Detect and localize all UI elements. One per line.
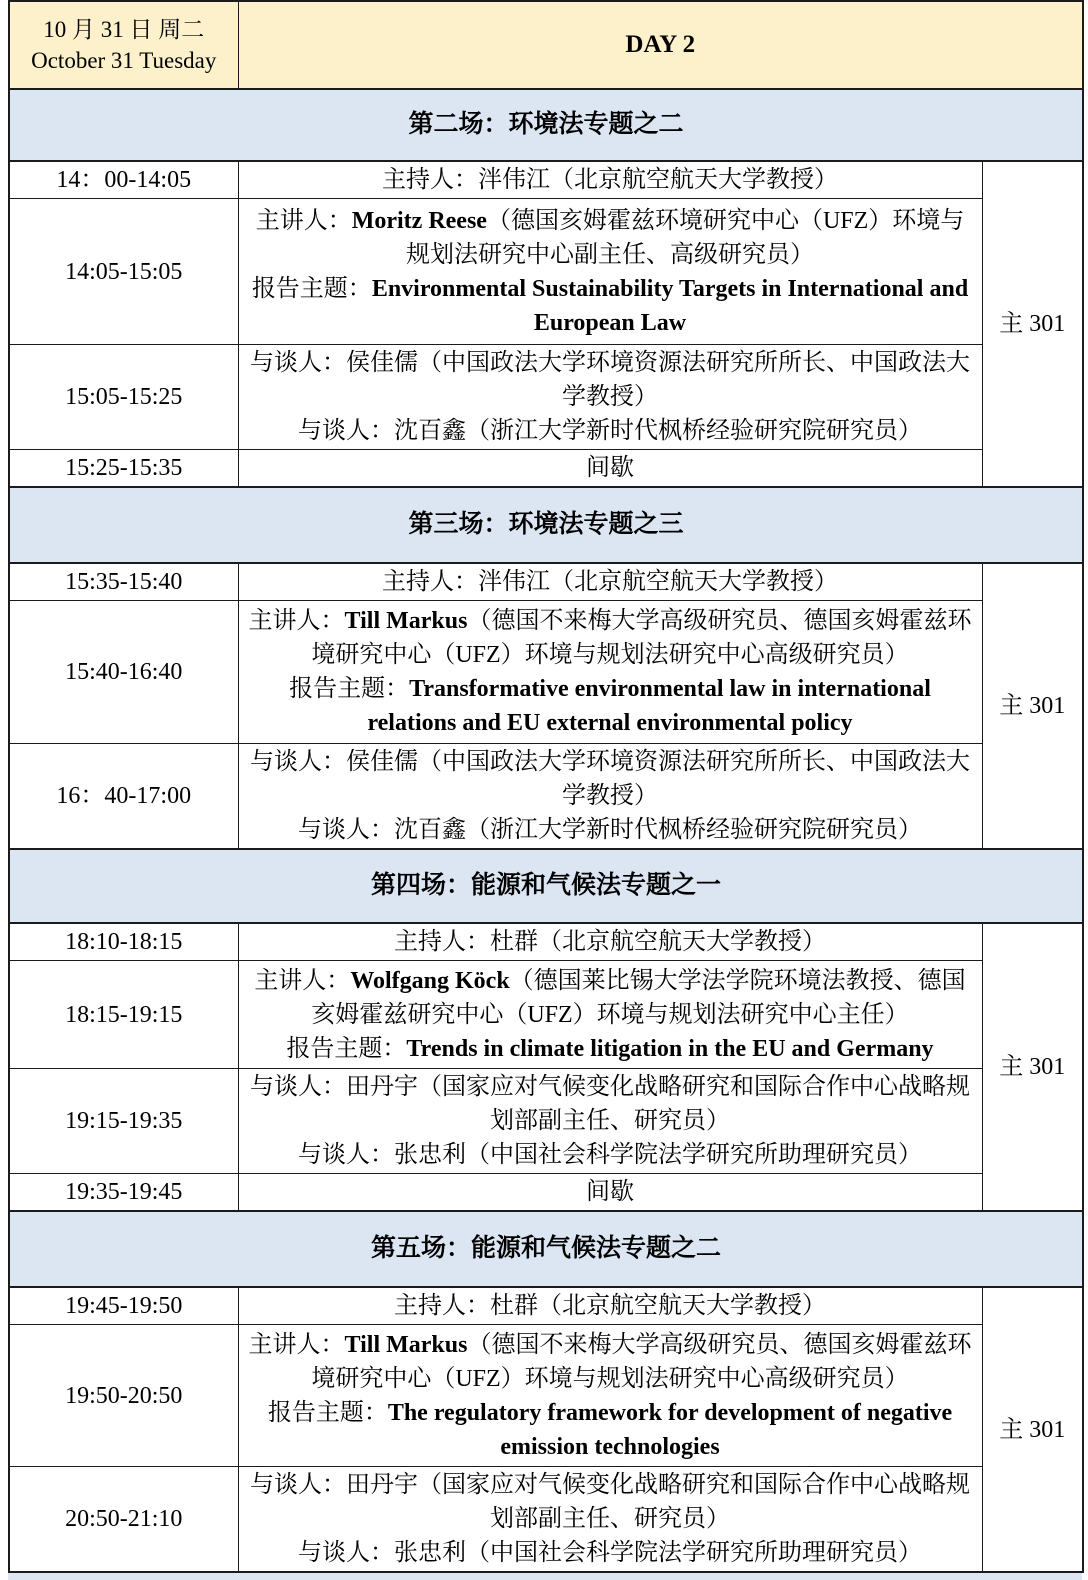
- time-cell: 15:05-15:25: [9, 345, 238, 450]
- day-label: DAY 2: [238, 1, 1083, 89]
- discussants-cell: [238, 1069, 982, 1174]
- discussants-cell: [238, 345, 982, 450]
- time-cell: 18:15-19:15: [9, 961, 238, 1069]
- speaker-cell: [238, 601, 982, 744]
- topic-line: [248, 272, 973, 340]
- topic-label: 报告主题：: [251, 275, 372, 302]
- host-cell: 主持人：杜群（北京航空航天大学教授）: [238, 923, 982, 961]
- time-cell: 14：00-14:05: [9, 161, 238, 199]
- speaker-affiliation: （德国亥姆霍兹环境研究中心（UFZ）环境与规划法研究中心副主任、高级研究员）: [406, 207, 965, 268]
- discussant-line: 与谈人：侯佳儒（中国政法大学环境资源法研究所所长、中国政法大学教授）: [250, 749, 970, 809]
- discussant-line: 与谈人：张忠利（中国社会科学院法学研究所助理研究员）: [298, 1142, 922, 1168]
- topic-label: 报告主题：: [289, 676, 410, 702]
- next-session-band-peek: [8, 1573, 1082, 1580]
- room-cell: 主 301: [982, 563, 1083, 849]
- date-english: October 31 Tuesday: [31, 48, 217, 73]
- time-cell: 15:40-16:40: [9, 601, 238, 744]
- topic-title: Trends in climate litigation in the EU and Germany: [406, 1035, 934, 1062]
- discussant-line: 与谈人：田丹宇（国家应对气候变化战略研究和国际合作中心战略规划部副主任、研究员）: [250, 1472, 970, 1532]
- speaker-cell: [238, 1325, 982, 1467]
- discussant-line: 与谈人：田丹宇（国家应对气候变化战略研究和国际合作中心战略规划部副主任、研究员）: [250, 1074, 970, 1134]
- speaker-label: 主讲人：: [248, 1331, 345, 1358]
- speaker-line: [248, 964, 973, 1032]
- room-cell: 主 301: [982, 1287, 1083, 1572]
- discussants-cell: [238, 744, 982, 850]
- discussant-line: 与谈人：侯佳儒（中国政法大学环境资源法研究所所长、中国政法大学教授）: [250, 350, 970, 410]
- time-cell: 19:35-19:45: [9, 1174, 238, 1212]
- topic-label: 报告主题：: [267, 1399, 388, 1426]
- date-cell: [9, 1, 238, 89]
- topic-line: [248, 672, 973, 740]
- speaker-label: 主讲人：: [248, 608, 345, 634]
- speaker-line: [248, 604, 973, 672]
- host-cell: 主持人：泮伟江（北京航空航天大学教授）: [238, 563, 982, 601]
- topic-title: Transformative environmental law in international relations and EU external environmental policy: [367, 676, 931, 736]
- room-cell: 主 301: [982, 923, 1083, 1211]
- time-cell: 20:50-21:10: [9, 1467, 238, 1573]
- speaker-name: Wolfgang Köck: [350, 967, 510, 994]
- time-cell: 16：40-17:00: [9, 744, 238, 850]
- session-5-header: 第五场：能源和气候法专题之二: [9, 1211, 1083, 1287]
- schedule-table: [8, 0, 1084, 1573]
- date-chinese: 10 月 31 日 周二: [43, 17, 205, 42]
- topic-line: [248, 1396, 973, 1464]
- speaker-name: Till Markus: [344, 608, 468, 634]
- time-cell: 18:10-18:15: [9, 923, 238, 961]
- speaker-affiliation: （德国莱比锡大学法学院环境法教授、德国亥姆霍兹研究中心（UFZ）环境与规划法研究中心主任）: [311, 967, 966, 1028]
- speaker-affiliation: （德国不来梅大学高级研究员、德国亥姆霍兹环境研究中心（UFZ）环境与规划法研究中心高级研究员）: [311, 608, 972, 668]
- discussant-line: 与谈人：沈百鑫（浙江大学新时代枫桥经验研究院研究员）: [298, 418, 922, 444]
- discussants-cell: [238, 1467, 982, 1573]
- time-cell: 19:50-20:50: [9, 1325, 238, 1467]
- time-cell: 19:45-19:50: [9, 1287, 238, 1325]
- discussant-line: 与谈人：沈百鑫（浙江大学新时代枫桥经验研究院研究员）: [298, 817, 922, 843]
- host-cell: 主持人：泮伟江（北京航空航天大学教授）: [238, 161, 982, 199]
- topic-line: [248, 1032, 973, 1066]
- speaker-line: [248, 204, 973, 272]
- speaker-label: 主讲人：: [254, 967, 351, 994]
- topic-title: Environmental Sustainability Targets in International and European Law: [371, 275, 969, 336]
- speaker-label: 主讲人：: [255, 207, 352, 234]
- session-2-header: 第二场：环境法专题之二: [9, 89, 1083, 161]
- discussant-line: 与谈人：张忠利（中国社会科学院法学研究所助理研究员）: [298, 1540, 922, 1566]
- break-cell: 间歇: [238, 450, 982, 488]
- speaker-cell: [238, 961, 982, 1069]
- speaker-name: Till Markus: [344, 1331, 468, 1358]
- break-cell: 间歇: [238, 1174, 982, 1212]
- speaker-line: [248, 1328, 973, 1396]
- host-cell: 主持人：杜群（北京航空航天大学教授）: [238, 1287, 982, 1325]
- time-cell: 19:15-19:35: [9, 1069, 238, 1174]
- time-cell: 15:25-15:35: [9, 450, 238, 488]
- topic-title: The regulatory framework for development of negative emission technologies: [387, 1399, 953, 1460]
- topic-label: 报告主题：: [286, 1035, 407, 1062]
- speaker-name: Moritz Reese: [351, 207, 487, 234]
- session-3-header: 第三场：环境法专题之三: [9, 487, 1083, 563]
- session-4-header: 第四场：能源和气候法专题之一: [9, 849, 1083, 923]
- room-cell: 主 301: [982, 161, 1083, 487]
- time-cell: 14:05-15:05: [9, 199, 238, 345]
- time-cell: 15:35-15:40: [9, 563, 238, 601]
- speaker-affiliation: （德国不来梅大学高级研究员、德国亥姆霍兹环境研究中心（UFZ）环境与规划法研究中心高级研究员）: [311, 1331, 972, 1392]
- speaker-cell: [238, 199, 982, 345]
